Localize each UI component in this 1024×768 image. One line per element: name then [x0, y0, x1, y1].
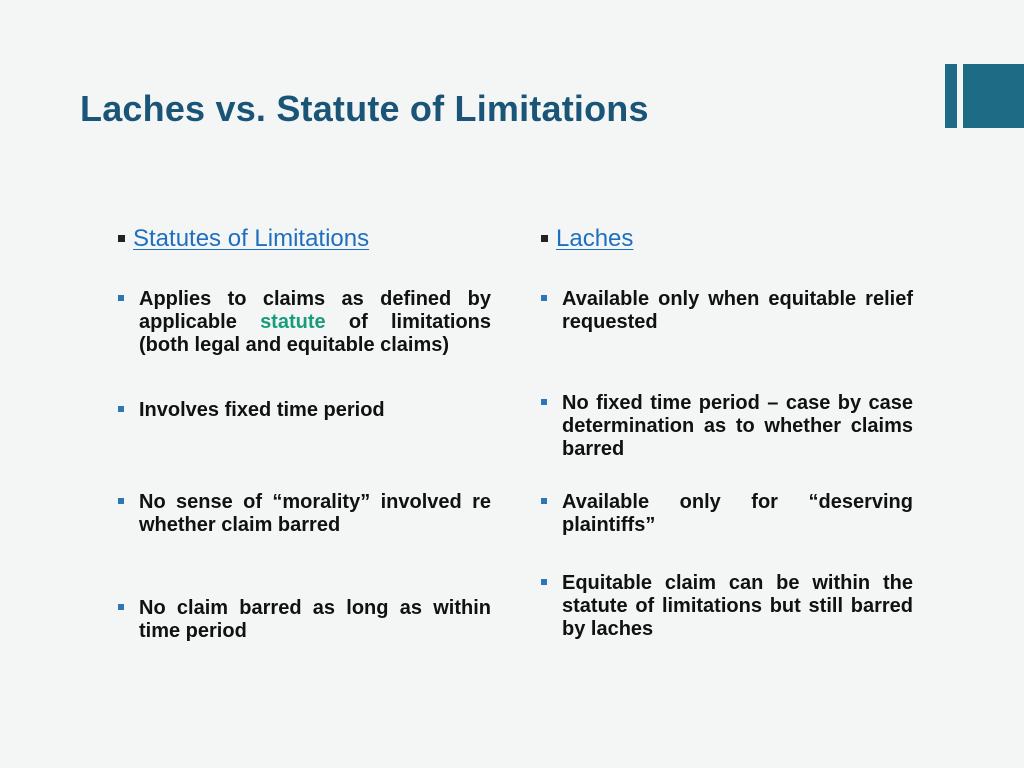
list-item	[118, 491, 491, 537]
accent-bar-thick	[963, 64, 1024, 128]
list-item	[118, 399, 491, 422]
item-text: of limitations (both legal and equitable claims)	[139, 311, 492, 356]
item-text: No sense of “morality” involved re whether claim barred	[139, 491, 491, 536]
slide-title: Laches vs. Statute of Limitations	[80, 88, 649, 129]
square-bullet-icon	[118, 235, 125, 242]
square-bullet-icon	[541, 498, 547, 504]
item-text: Applies to claims as defined by applicable	[139, 288, 491, 333]
item-text: No claim barred as long as within time period	[139, 597, 491, 642]
list-item	[118, 597, 491, 643]
item-text: Involves fixed time period	[139, 399, 385, 421]
list-item	[541, 392, 913, 461]
right-heading	[541, 225, 633, 253]
item-text: Available only for “deserving plaintiffs”	[562, 491, 913, 536]
square-bullet-icon	[118, 295, 124, 301]
list-item	[541, 288, 913, 334]
left-heading	[118, 225, 369, 253]
square-bullet-icon	[118, 406, 124, 412]
list-item	[541, 491, 913, 537]
square-bullet-icon	[541, 399, 547, 405]
statute-highlight: statute	[260, 311, 326, 333]
square-bullet-icon	[541, 235, 548, 242]
square-bullet-icon	[118, 604, 124, 610]
laches-link[interactable]: Laches	[556, 225, 634, 252]
item-text: No fixed time period – case by case determination as to whether claims barred	[562, 392, 913, 460]
statutes-of-limitations-link[interactable]: Statutes of Limitations	[133, 225, 370, 252]
list-item	[541, 572, 913, 641]
square-bullet-icon	[118, 498, 124, 504]
square-bullet-icon	[541, 579, 547, 585]
item-text: Available only when equitable relief requested	[562, 288, 913, 333]
item-text: Equitable claim can be within the statute of limitations but still barred by laches	[562, 572, 913, 640]
list-item	[118, 288, 491, 357]
square-bullet-icon	[541, 295, 547, 301]
accent-bar-thin	[945, 64, 957, 128]
